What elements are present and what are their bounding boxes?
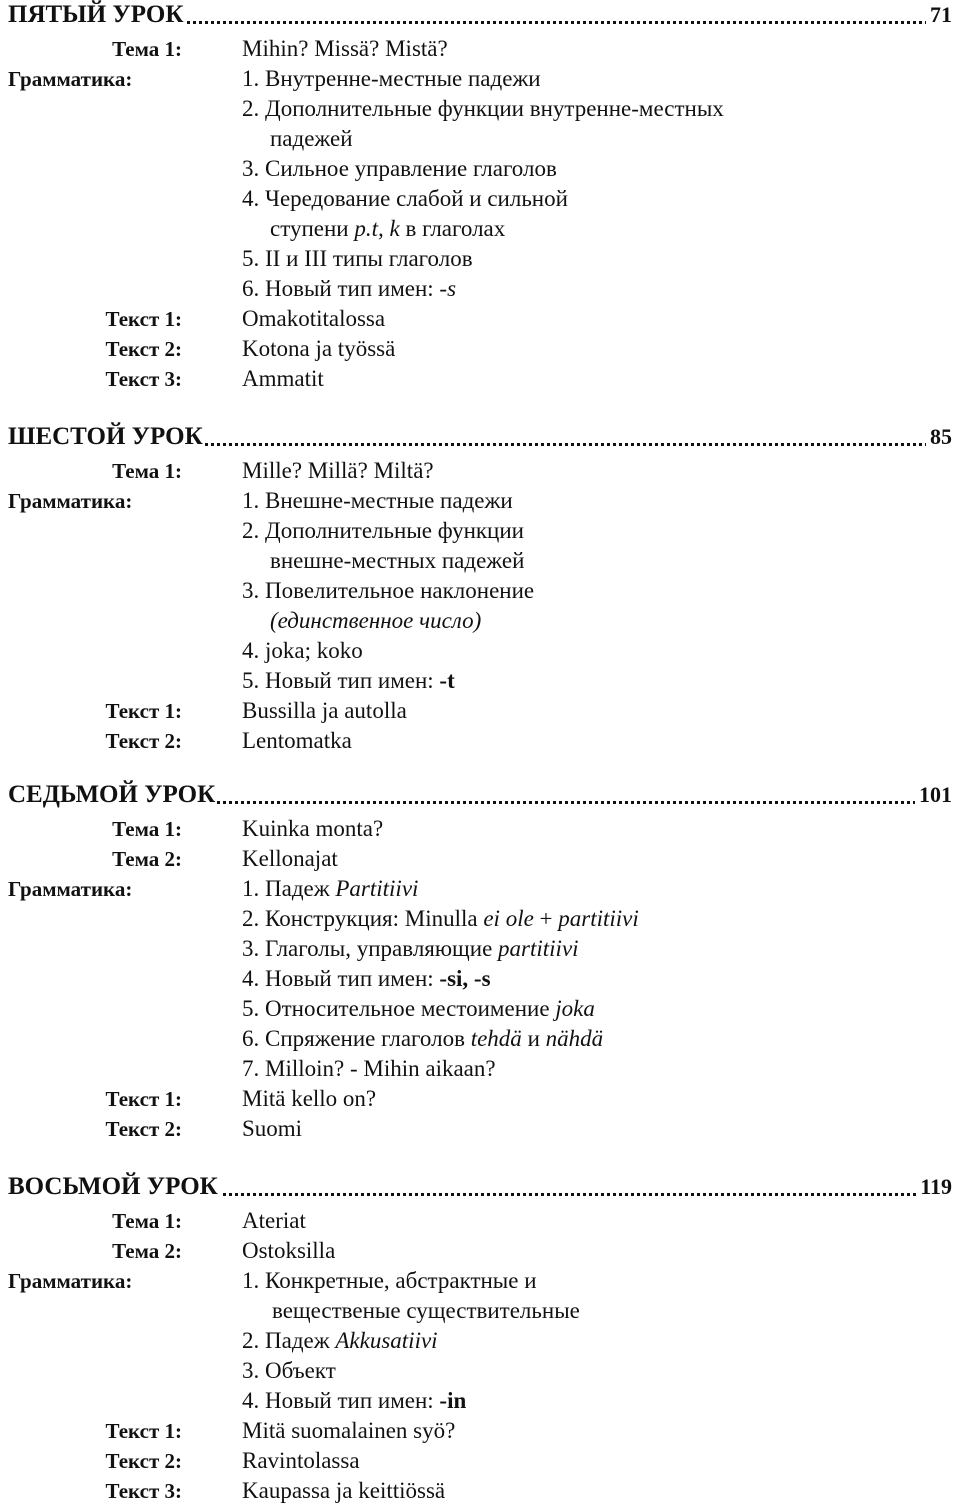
italic-term: partitiivi <box>558 906 639 931</box>
row-text: 5. II и III типы глаголов <box>242 246 473 271</box>
row-text: Mitä suomalainen syö? <box>242 1418 456 1443</box>
row-text: Kellonajat <box>242 846 338 871</box>
toc-row <box>0 636 960 666</box>
row-text: 4. joka; koko <box>242 638 363 663</box>
toc-row <box>0 304 960 334</box>
toc-row <box>0 844 960 874</box>
toc-row <box>0 1266 960 1296</box>
row-text: 7. Milloin? - Mihin aikaan? <box>242 1056 496 1081</box>
row-text: 3. Сильное управление глаголов <box>242 156 557 181</box>
toc-row <box>0 1206 960 1236</box>
row-text: Kotona ja työssä <box>242 336 396 361</box>
toc-row <box>0 934 960 964</box>
row-label: Текст 1: <box>105 1419 182 1443</box>
row-text: 3. Объект <box>242 1358 336 1383</box>
row-text: (единственное число) <box>270 608 482 633</box>
italic-term: partitiivi <box>498 936 579 961</box>
row-label: Грамматика: <box>8 489 133 513</box>
row-text: Ostoksilla <box>242 1238 336 1263</box>
row-text: Omakotitalossa <box>242 306 386 331</box>
toc-row <box>0 34 960 64</box>
row-label: Текст 2: <box>105 1117 182 1141</box>
toc-row <box>0 1084 960 1114</box>
row-label: Тема 2: <box>112 847 182 871</box>
toc-row <box>0 1054 960 1084</box>
italic-term: ei ole <box>483 906 534 931</box>
row-text: Mihin? Missä? Mistä? <box>242 36 448 61</box>
bold-suffix: -t <box>439 668 455 693</box>
row-label: Грамматика: <box>8 1269 133 1293</box>
row-text: Suomi <box>242 1116 303 1141</box>
italic-term: p.t, k <box>354 216 400 241</box>
lesson-heading <box>0 780 960 814</box>
bold-suffix: -si, -s <box>439 966 491 991</box>
italic-term: -s <box>439 276 457 301</box>
lesson-title: ШЕСТОЙ УРОК <box>8 423 203 450</box>
toc-row <box>0 666 960 696</box>
page-number: 101 <box>915 780 952 810</box>
lesson-title: СЕДЬМОЙ УРОК <box>8 781 216 808</box>
toc-row <box>0 1446 960 1476</box>
italic-term: Partitiivi <box>335 876 419 901</box>
row-text: 6. Новый тип имен: -s <box>242 276 457 301</box>
row-text: Mitä kello on? <box>242 1086 377 1111</box>
toc-row <box>0 274 960 304</box>
toc-row <box>0 1114 960 1144</box>
row-label: Текст 2: <box>105 1449 182 1473</box>
toc-row <box>0 576 960 606</box>
row-text: вещественые существительные <box>272 1298 580 1323</box>
row-label: Тема 1: <box>112 1209 182 1233</box>
toc-row <box>0 1326 960 1356</box>
row-text: 1. Падеж Partitiivi <box>242 876 419 901</box>
row-text: падежей <box>270 126 353 151</box>
row-text: 5. Относительное местоимение joka <box>242 996 595 1021</box>
toc-row <box>0 154 960 184</box>
row-text: 4. Чередование слабой и сильной <box>242 186 568 211</box>
toc-row <box>0 1416 960 1446</box>
row-label: Тема 1: <box>112 37 182 61</box>
row-text: 4. Новый тип имен: -si, -s <box>242 966 491 991</box>
row-text: 1. Внутренне-местные падежи <box>242 66 541 91</box>
toc-row <box>0 964 960 994</box>
lesson-title: ПЯТЫЙ УРОК <box>8 1 184 28</box>
page-number: 85 <box>926 422 952 452</box>
row-text: внешне-местных падежей <box>270 548 525 573</box>
toc-row <box>0 1356 960 1386</box>
row-label: Текст 2: <box>105 337 182 361</box>
row-text: 4. Новый тип имен: -in <box>242 1388 467 1413</box>
toc-row <box>0 124 960 154</box>
lesson-section <box>0 0 960 394</box>
row-text: 5. Новый тип имен: -t <box>242 668 455 693</box>
toc-row <box>0 94 960 124</box>
italic-term: joka <box>555 996 595 1021</box>
toc-row <box>0 1476 960 1506</box>
toc-row <box>0 606 960 636</box>
row-label: Текст 1: <box>105 1087 182 1111</box>
row-text: 1. Конкретные, абстрактные и <box>242 1268 537 1293</box>
page-number: 119 <box>916 1172 952 1202</box>
row-text: 1. Внешне-местные падежи <box>242 488 513 513</box>
toc-row <box>0 334 960 364</box>
row-label: Тема 1: <box>112 459 182 483</box>
italic-term: tehdä <box>470 1026 522 1051</box>
toc-row <box>0 516 960 546</box>
row-text: Ateriat <box>242 1208 306 1233</box>
row-text: Ravintolassa <box>242 1448 360 1473</box>
toc-row <box>0 456 960 486</box>
lesson-heading <box>0 1172 960 1206</box>
row-text: 2. Конструкция: Minulla ei ole + partitiivi <box>242 906 639 931</box>
toc-row <box>0 696 960 726</box>
toc-row <box>0 546 960 576</box>
row-label: Текст 1: <box>105 307 182 331</box>
row-text: Kaupassa ja keittiössä <box>242 1478 446 1503</box>
row-text: Ammatit <box>242 366 324 391</box>
toc-row <box>0 994 960 1024</box>
row-label: Грамматика: <box>8 67 133 91</box>
row-label: Текст 1: <box>105 699 182 723</box>
bold-suffix: -in <box>439 1388 467 1413</box>
row-label: Тема 2: <box>112 1239 182 1263</box>
toc-row <box>0 814 960 844</box>
row-text: 3. Повелительное наклонение <box>242 578 535 603</box>
toc-row <box>0 364 960 394</box>
toc-row <box>0 1296 960 1326</box>
row-text: 3. Глаголы, управляющие partitiivi <box>242 936 579 961</box>
italic-term: Akkusatiivi <box>335 1328 438 1353</box>
row-text: Bussilla ja autolla <box>242 698 407 723</box>
row-text: Mille? Millä? Miltä? <box>242 458 434 483</box>
row-label: Текст 3: <box>105 367 182 391</box>
row-text: Kuinka monta? <box>242 816 384 841</box>
row-text: 2. Дополнительные функции внутренне-местных <box>242 96 724 121</box>
row-text: 2. Дополнительные функции <box>242 518 524 543</box>
toc-row <box>0 1236 960 1266</box>
lesson-title: ВОСЬМОЙ УРОК <box>8 1173 218 1200</box>
lesson-section <box>0 780 960 1144</box>
row-text: Lentomatka <box>242 728 352 753</box>
toc-row <box>0 874 960 904</box>
italic-term: nähdä <box>545 1026 604 1051</box>
toc-row <box>0 184 960 214</box>
page-number: 71 <box>926 0 952 30</box>
toc-row <box>0 486 960 516</box>
toc-row <box>0 904 960 934</box>
toc-row <box>0 726 960 756</box>
row-label: Текст 2: <box>105 729 182 753</box>
row-label: Грамматика: <box>8 877 133 901</box>
row-text: 2. Падеж Akkusatiivi <box>242 1328 438 1353</box>
row-label: Текст 3: <box>105 1479 182 1503</box>
row-label: Тема 1: <box>112 817 182 841</box>
lesson-section <box>0 1172 960 1506</box>
row-text: ступени p.t, k в глаголах <box>270 216 506 241</box>
lesson-heading <box>0 422 960 456</box>
lesson-section <box>0 422 960 756</box>
toc-row <box>0 214 960 244</box>
toc-row <box>0 64 960 94</box>
toc-row <box>0 1386 960 1416</box>
row-text: 6. Спряжение глаголов tehdä и nähdä <box>242 1026 604 1051</box>
toc-row <box>0 244 960 274</box>
lesson-heading <box>0 0 960 34</box>
toc-row <box>0 1024 960 1054</box>
